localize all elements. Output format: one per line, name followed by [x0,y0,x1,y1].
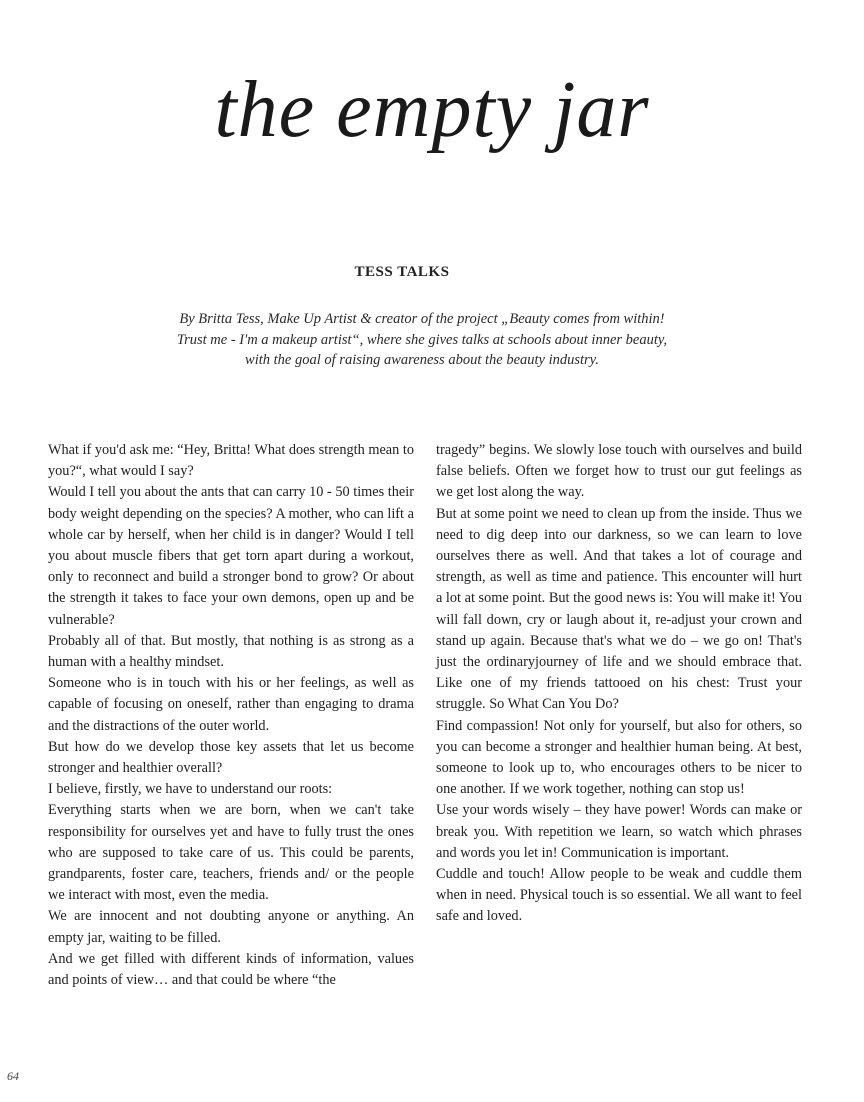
paragraph: Everything starts when we are born, when we can't take responsibility for ourselves yet and have to fully trust the ones who are supposed to take care of us. This could be parents, grandparents, foster care, teachers, friends and/ or the people we interact with most, even the media. [48,802,414,904]
paragraph: Someone who is in touch with his or her feelings, as well as capable of focusing on oneself, rather than engaging to drama and the distractions of the outer world. [48,675,414,734]
body-column-right [436,440,802,928]
paragraph: tragedy” begins. We slowly lose touch with ourselves and build false beliefs. Often we forget how to trust our gut feelings as we get lost along the way. [436,442,802,501]
paragraph: Probably all of that. But mostly, that nothing is as strong as a human with a healthy mindset. [48,632,414,671]
section-heading: TESS TALKS [354,264,450,280]
paragraph: I believe, firstly, we have to understand our roots: [48,781,333,798]
paragraph: What if you'd ask me: “Hey, Britta! What does strength mean to you?“, what would I say? [48,442,414,480]
paragraph: Would I tell you about the ants that can carry 10 - 50 times their body weight depending on the species? A mother, who can lift a whole car by herself, when her child is in danger? Would I tell you about muscle fibers that get torn apart during a workout, only to reconnect and build a stronger bond to grow? Or about the strength it takes to face your own demons, open up and be vulnerable? [48,484,414,628]
paragraph: But at some point we need to clean up from the inside. Thus we need to dig deep into our darkness, so we can learn to love ourselves there as well. And that takes a lot of courage and strength, as well as time and patience. This encounter will hurt a lot at some point. But the good news is: You will make it! You will fall down, cry or laugh about it, re-adjust your crown and stand up again. Because that's what we do – we go on! That's just the ordinaryjourney of life and we should embrace that. Like one of my friends tattooed on his chest: Trust your struggle. So What Can You Do? [436,505,802,713]
page-number: 64 [7,1069,19,1083]
body-column-left [48,440,414,991]
paragraph: Find compassion! Not only for yourself, but also for others, so you can become a stronger and healthier human being. At best, someone to look up to, who encourages others to be nicer to one another. If we work together, nothing can stop us! [436,717,802,798]
paragraph: Use your words wisely – they have power! Words can make or break you. With repetition we learn, so watch which phrases and words you let in! Communication is important. [436,802,802,861]
article-title: the empty jar [214,66,650,154]
paragraph: Cuddle and touch! Allow people to be weak and cuddle them when in need. Physical touch is so essential. We all want to feel safe and loved. [436,866,802,925]
author-byline: By Britta Tess, Make Up Artist & creator of the project „Beauty comes from within! Trust me - I'm a makeup artist“, where she gives talks at schools about inner beauty, with the goal of raising awareness about the beauty industry. [176,311,668,368]
paragraph: We are innocent and not doubting anyone or anything. An empty jar, waiting to be filled. [48,908,414,946]
paragraph: But how do we develop those key assets that let us become stronger and healthier overall? [48,738,414,777]
paragraph: And we get filled with different kinds of information, values and points of view… and that could be where “the [48,950,414,989]
